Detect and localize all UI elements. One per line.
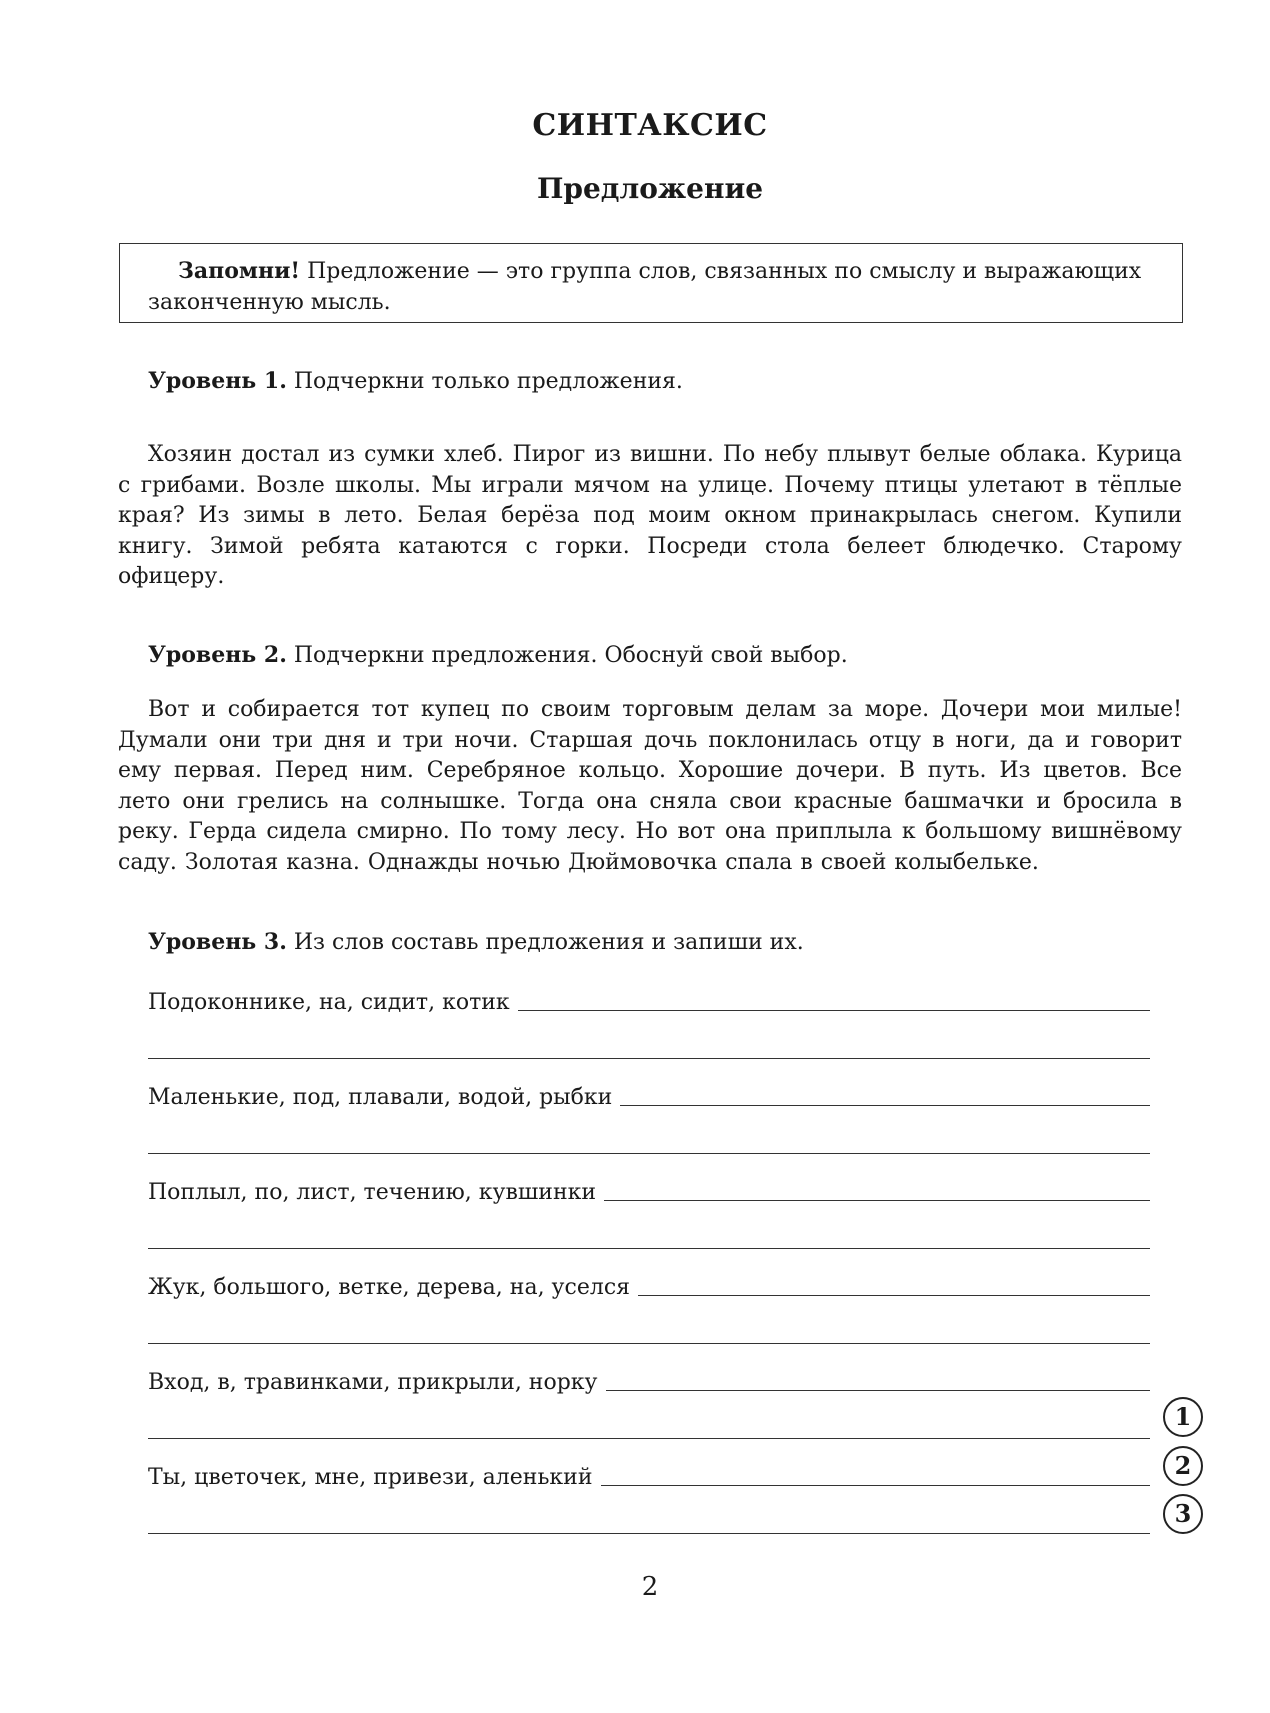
page-title: СИНТАКСИС xyxy=(532,108,768,143)
answer-line-4a[interactable] xyxy=(638,1295,1150,1296)
level-3-heading xyxy=(148,927,804,958)
exercise-words-4: Жук, большого, ветке, дерева, на, уселся xyxy=(148,1275,631,1300)
exercise-row-3 xyxy=(148,1179,1150,1205)
level-2-heading xyxy=(148,640,848,671)
rule-lead: Запомни! xyxy=(178,258,301,284)
level-1-heading xyxy=(148,366,683,397)
rule-box xyxy=(119,243,1183,323)
answer-line-6b[interactable] xyxy=(148,1533,1150,1534)
level-2-text: Вот и собирается тот купец по своим торговым делам за море. Дочери мои милые! Думали они три дня и три ночи. Старшая дочь поклонилась отцу в ноги, да и говорит ему первая. Перед ним. Серебряное кольцо. Хорошие дочери. В путь. Из цветов. Все лето они грелись на солнышке. Тогда она сняла свои красные башмачки и бросила в реку. Герда сидела смирно. По тому лесу. Но вот она приплыла к большому вишнёвому саду. Золотая казна. Однажды ночью Дюймовочка спала в своей колыбельке. xyxy=(118,697,1182,875)
answer-line-5a[interactable] xyxy=(606,1390,1151,1391)
exercise-row-5 xyxy=(148,1369,1150,1395)
level-2-label: Уровень 2. xyxy=(148,642,287,668)
exercise-words-6: Ты, цветочек, мне, привези, аленький xyxy=(148,1465,593,1490)
level-badge-1: 1 xyxy=(1163,1397,1203,1437)
exercise-row-4 xyxy=(148,1274,1150,1300)
exercise-row-2 xyxy=(148,1084,1150,1110)
level-badge-2: 2 xyxy=(1163,1446,1203,1486)
level-2-task: Подчеркни предложения. Обоснуй свой выбор. xyxy=(286,643,848,668)
level-3-task: Из слов составь предложения и запиши их. xyxy=(286,930,804,955)
exercise-words-1: Подоконнике, на, сидит, котик xyxy=(148,990,510,1015)
level-1-task: Подчеркни только предложения. xyxy=(286,369,683,394)
answer-line-5b[interactable] xyxy=(148,1438,1150,1439)
level-1-label: Уровень 1. xyxy=(148,368,287,394)
rule-text: Предложение — это группа слов, связанных по смыслу и выражающих законченную мысль. xyxy=(148,259,1142,315)
exercise-words-2: Маленькие, под, плавали, водой, рыбки xyxy=(148,1085,613,1110)
answer-line-2a[interactable] xyxy=(620,1105,1150,1106)
answer-line-4b[interactable] xyxy=(148,1343,1150,1344)
exercise-words-3: Поплыл, по, лист, течению, кувшинки xyxy=(148,1180,597,1205)
level-3-label: Уровень 3. xyxy=(148,929,287,955)
level-badge-3: 3 xyxy=(1163,1494,1203,1534)
answer-line-1a[interactable] xyxy=(518,1010,1150,1011)
level-1-text: Хозяин достал из сумки хлеб. Пирог из вишни. По небу плывут белые облака. Курица с грибами. Возле школы. Мы играли мячом на улице. Почему птицы улетают в тёплые края? Из зимы в лето. Белая берёза под моим окном принакрылась снегом. Купили книгу. Зимой ребята катаются с горки. Посреди стола белеет блюдечко. Старому офицеру. xyxy=(118,442,1182,589)
answer-line-2b[interactable] xyxy=(148,1153,1150,1154)
exercise-row-1 xyxy=(148,989,1150,1015)
answer-line-3b[interactable] xyxy=(148,1248,1150,1249)
page-number: 2 xyxy=(641,1572,659,1602)
answer-line-3a[interactable] xyxy=(604,1200,1150,1201)
section-subtitle: Предложение xyxy=(536,172,764,205)
exercise-row-6 xyxy=(148,1464,1150,1490)
answer-line-1b[interactable] xyxy=(148,1058,1150,1059)
answer-line-6a[interactable] xyxy=(601,1485,1150,1486)
exercise-words-5: Вход, в, травинками, прикрыли, норку xyxy=(148,1370,598,1395)
